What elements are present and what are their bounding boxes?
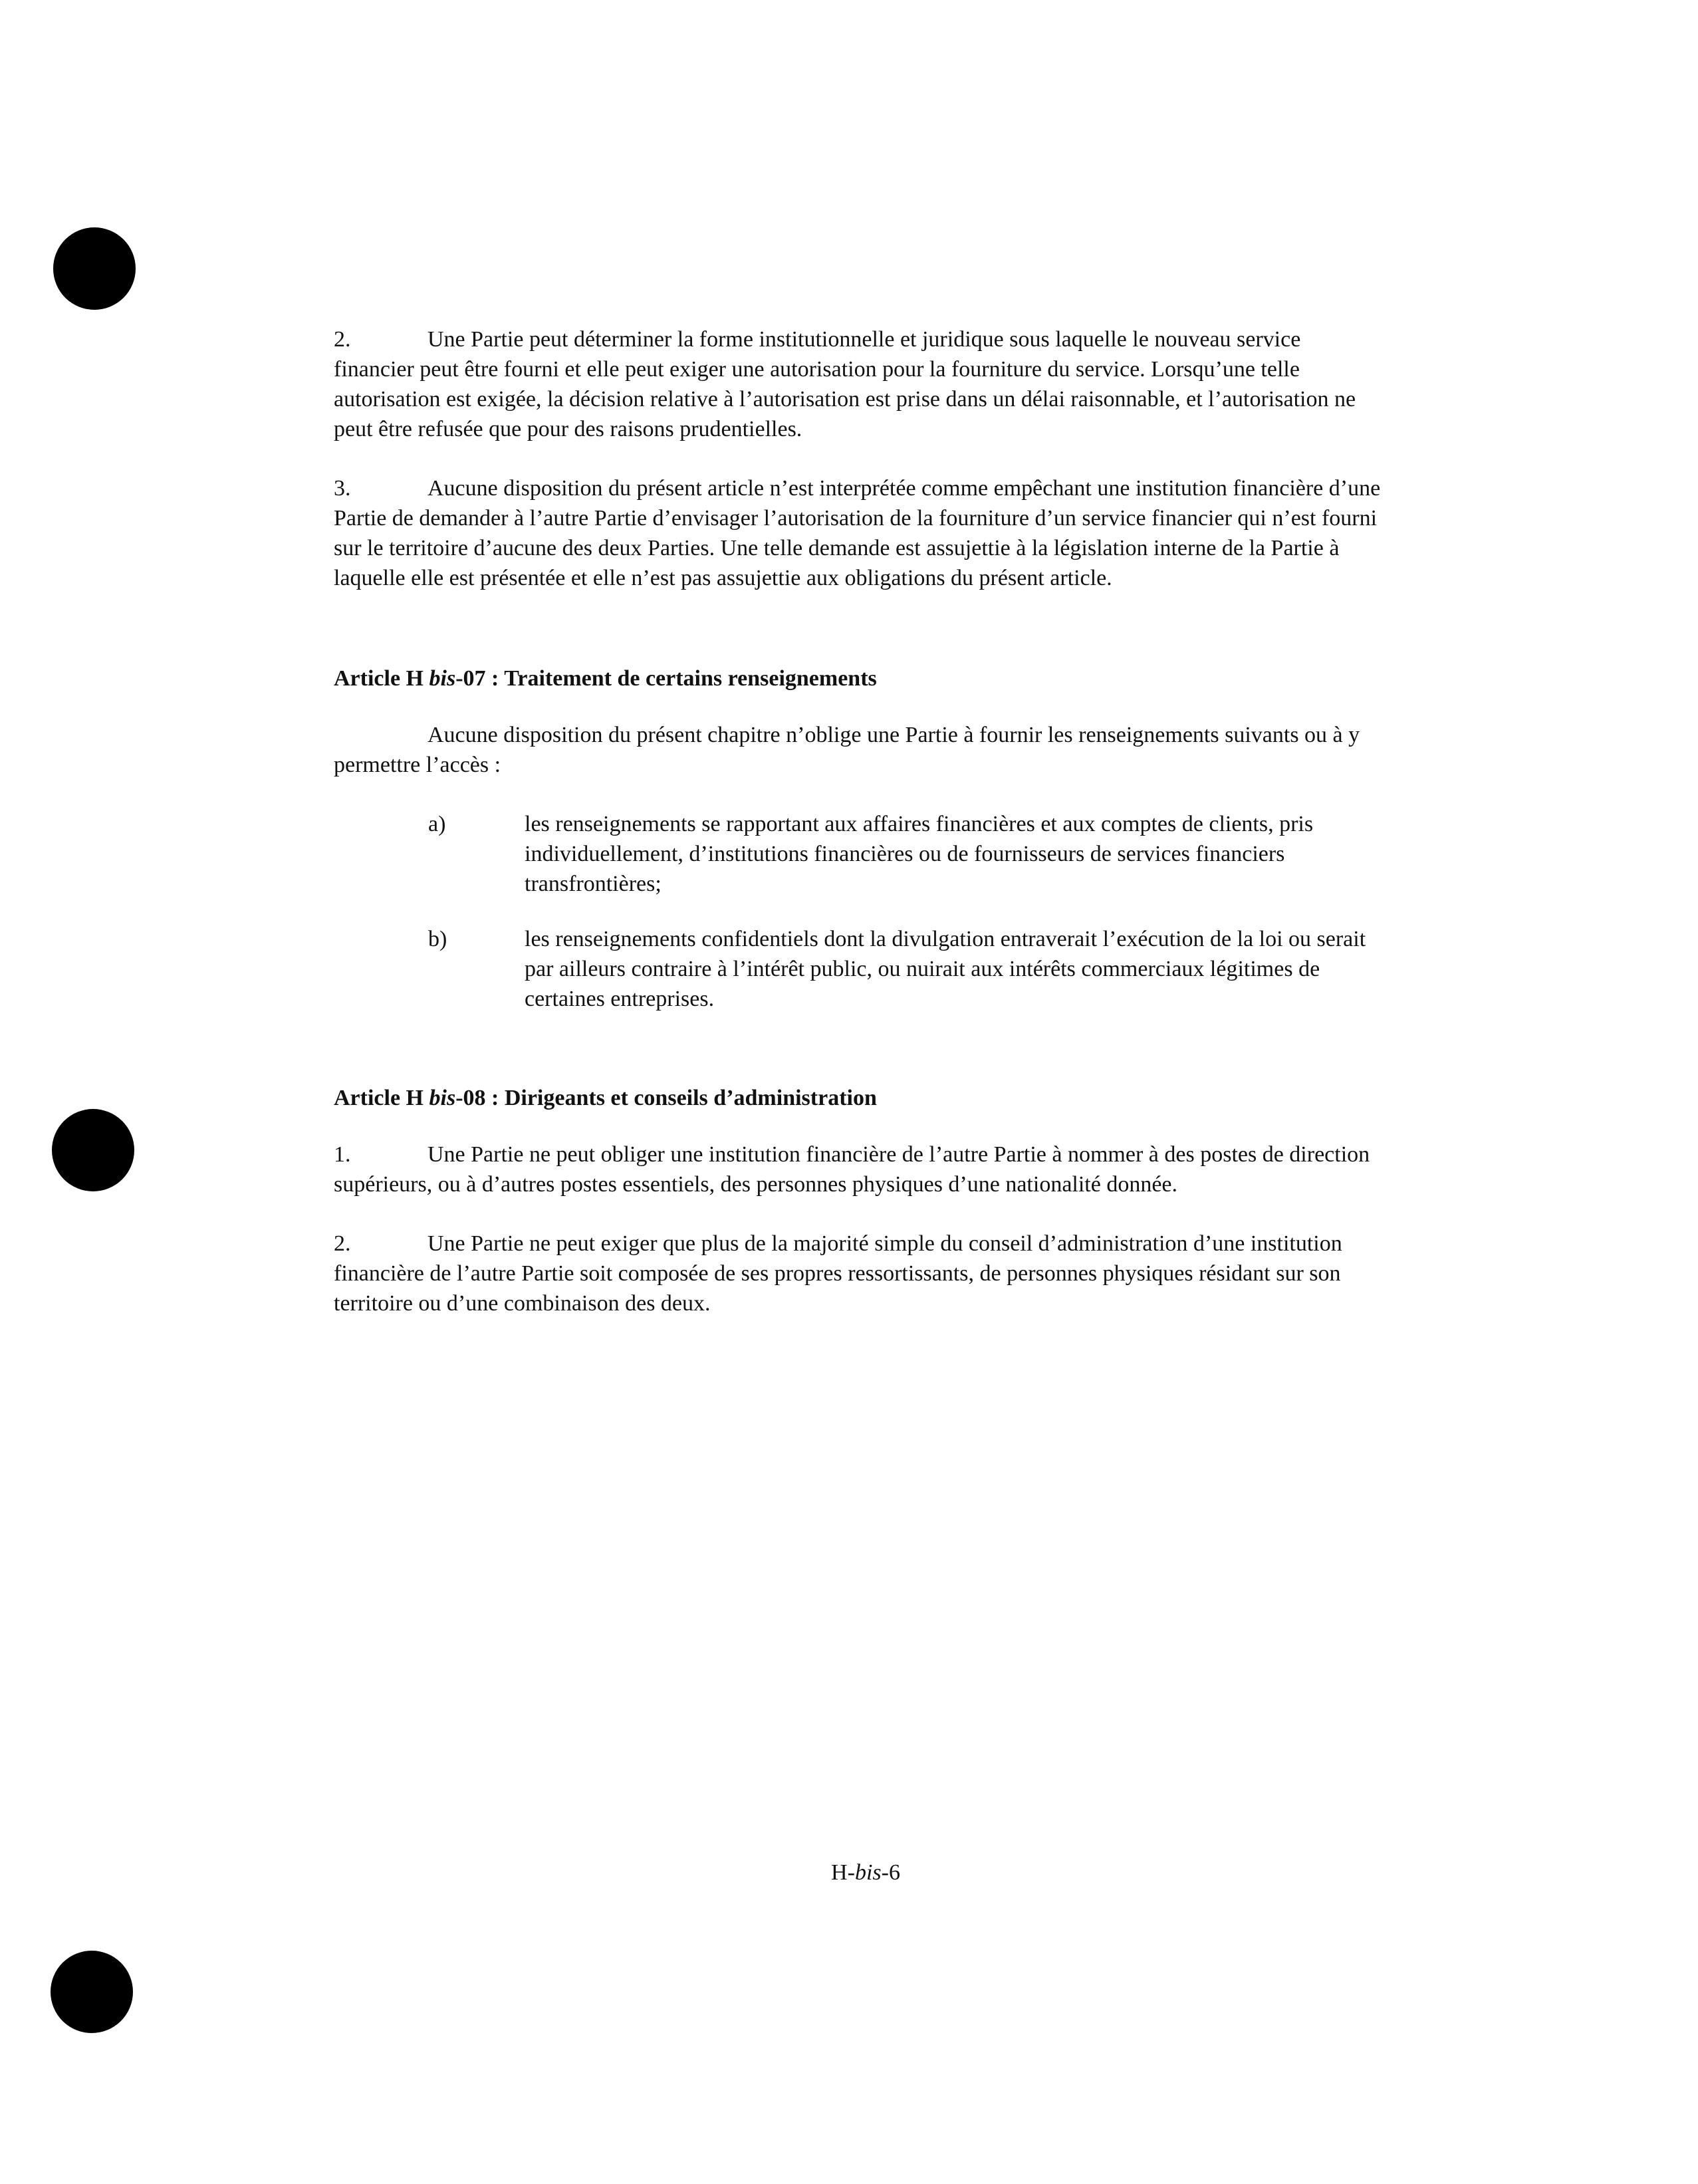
article-08-heading: Article H bis-08 : Dirigeants et conseils d’administration [334,1086,877,1110]
paragraph-3 [334,473,1384,593]
paragraph-text: Une Partie ne peut exiger que plus de la majorité simple du conseil d’administration d’une institution financière de l’autre Partie soit composée de ses propres ressortissants, de personnes physiques résidant sur son territoire ou d’une combinaison des deux. [334,1231,1342,1316]
list-label: b) [428,927,447,951]
list-label: a) [428,812,446,836]
list-item-a [334,809,1384,899]
list-text: les renseignements se rapportant aux affaires financières et aux comptes de clients, pris individuellement, d’institutions financières ou de fournisseurs de services financiers transfrontières; [525,812,1314,896]
paragraph-text: Une Partie ne peut obliger une institution financière de l’autre Partie à nommer à des postes de direction supérieurs, ou à d’autres postes essentiels, des personnes physiques d’une nationalité donnée. [334,1142,1370,1197]
paragraph-number: 2. [334,327,351,352]
binder-hole-bottom [51,1951,133,2033]
binder-hole-top [53,227,136,310]
page-number: H-bis-6 [831,1860,900,1885]
document-body [334,324,1384,1348]
paragraph-number: 3. [334,476,351,501]
paragraph-text: Aucune disposition du présent article n’est interprétée comme empêchant une institution financière d’une Partie de demander à l’autre Partie d’envisager l’autorisation de la fourniture d’un service financier qui n’est fourni sur le territoire d’aucune des deux Parties. Une telle demande est assujettie à la législation interne de la Partie à laquelle elle est présentée et elle n’est pas assujettie aux obligations du présent article. [334,476,1381,590]
list-text: les renseignements confidentiels dont la divulgation entraverait l’exécution de la loi ou serait par ailleurs contraire à l’intérêt public, ou nuirait aux intérêts commerciaux légitimes de certaines entreprises. [525,927,1366,1011]
article-08-paragraph-1 [334,1140,1384,1199]
paragraph-2 [334,324,1384,444]
article-07-intro: Aucune disposition du présent chapitre n’oblige une Partie à fournir les renseignements suivants ou à y permettre l’accès : [334,723,1360,777]
article-07-heading: Article H bis-07 : Traitement de certains renseignements [334,666,877,691]
paragraph-number: 1. [334,1142,351,1167]
binder-hole-middle [52,1109,134,1191]
paragraph-text: Une Partie peut déterminer la forme institutionnelle et juridique sous laquelle le nouveau service financier peut être fourni et elle peut exiger une autorisation pour la fourniture du service. Lorsqu’une telle autorisation est exigée, la décision relative à l’autorisation est prise dans un délai raisonnable, et l’autorisation ne peut être refusée que pour des raisons prudentielles. [334,327,1356,441]
paragraph-number: 2. [334,1231,351,1256]
article-08-paragraph-2 [334,1229,1384,1318]
list-item-b [334,924,1384,1014]
